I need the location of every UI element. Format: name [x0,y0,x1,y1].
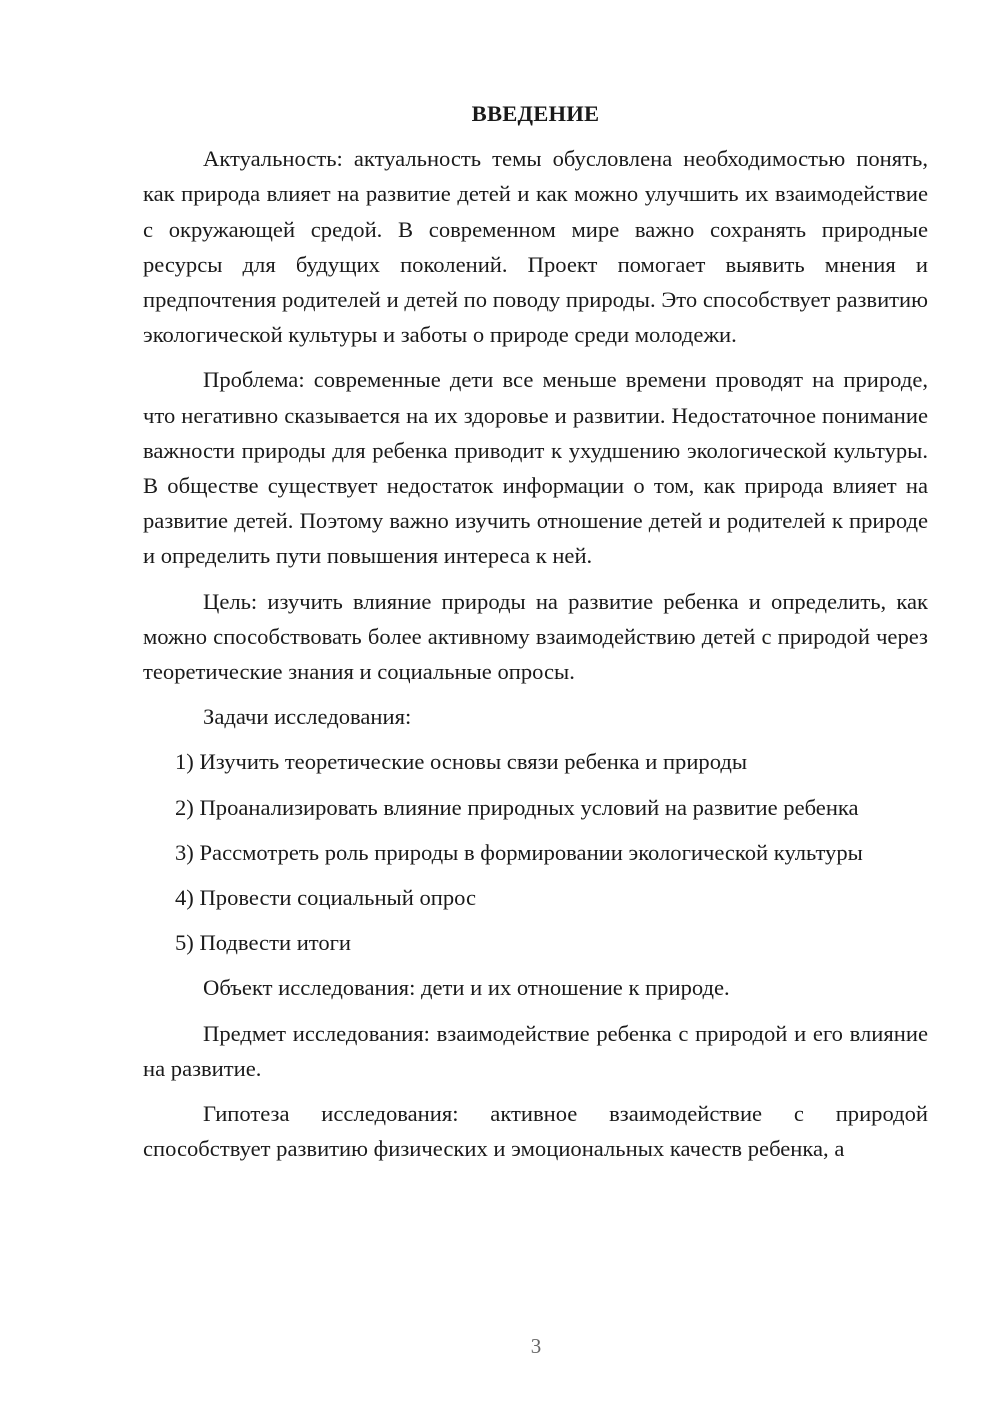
problem-paragraph: Проблема: современные дети все меньше времени проводят на природе, что негативно сказывается на их здоровье и развитии. Недостаточное понимание важности природы для ребенка приводит к ухудшению экологической культуры. В обществе существует недостаток информации о том, как природа влияет на развитие детей. Поэтому важно изучить отношение детей и родителей к природе и определить пути повышения интереса к ней. [143,367,928,569]
task-item-2: 2) Проанализировать влияние природных условий на развитие ребенка [175,794,859,820]
subject-paragraph: Предмет исследования: взаимодействие ребенка с природой и его влияние на развитие. [143,1020,928,1081]
task-item-5: 5) Подвести итоги [175,930,352,956]
page-content [143,96,928,1176]
relevance-paragraph: Актуальность: актуальность темы обусловлена необходимостью понять, как природа влияет на развитие детей и как можно улучшить их взаимодействие с окружающей средой. В современном мире важно сохранять природные ресурсы для будущих поколений. Проект помогает выявить мнения и предпочтения родителей и детей по поводу природы. Это способствует развитию экологической культуры и заботы о природе среди молодежи. [143,146,928,348]
task-item-4: 4) Провести социальный опрос [175,885,477,911]
page-title: ВВЕДЕНИЕ [471,101,600,126]
task-item-3: 3) Рассмотреть роль природы в формировании экологической культуры [175,839,863,865]
object-paragraph: Объект исследования: дети и их отношение к природе. [203,975,730,1001]
hypothesis-paragraph: Гипотеза исследования: активное взаимодействие с природой способствует развитию физических и эмоциональных качеств ребенка, а [143,1101,928,1162]
tasks-heading: Задачи исследования: [203,704,412,730]
task-item-1: 1) Изучить теоретические основы связи ребенка и природы [175,749,748,775]
goal-paragraph: Цель: изучить влияние природы на развитие ребенка и определить, как можно способствовать более активному взаимодействию детей с природой через теоретические знания и социальные опросы. [143,588,928,685]
page-number: 3 [530,1334,542,1358]
